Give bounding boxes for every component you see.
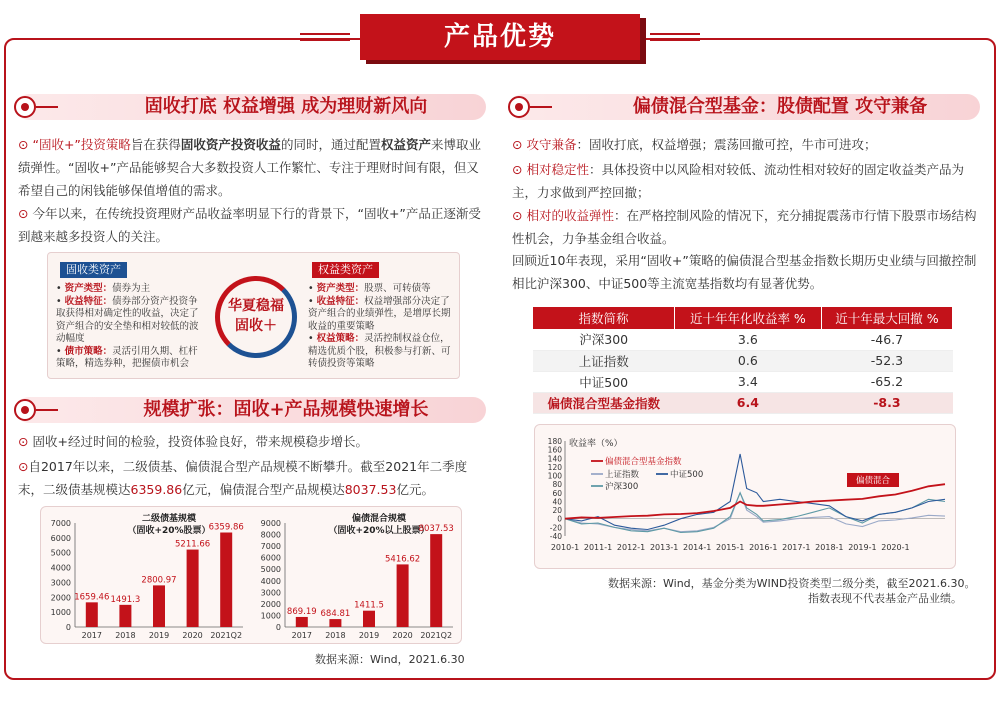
y-tick-label: 4000 <box>260 576 281 586</box>
paragraph-scale-2: ⊙自2017年以来，二级债基、偏债混合型产品规模不断攀升。截至2021年二季度末，二级债基规模达6359.86亿元，偏债混合型产品规模达8037.53亿元。 <box>18 459 468 497</box>
y-tick-label: 60 <box>552 488 562 498</box>
y-tick-label: 1000 <box>260 611 281 621</box>
y-tick-label: 3000 <box>50 578 71 588</box>
y-tick-label: -40 <box>549 532 562 541</box>
bar-value-label: 684.81 <box>320 609 351 620</box>
x-tick-label: 2017 <box>81 631 102 640</box>
y-tick-label: 8000 <box>260 530 281 540</box>
banner-right-decoration <box>650 33 700 41</box>
col-header-index: 指数简称 <box>533 307 674 329</box>
annotation-label: 偏债混合 <box>855 476 891 486</box>
circle-bullet-icon: ⊙ <box>512 137 523 152</box>
x-tick-label: 2020 <box>392 631 413 640</box>
x-tick-label: 2021Q2 <box>420 631 453 640</box>
banner-left-decoration <box>300 33 350 41</box>
section-bullet-icon <box>14 96 36 118</box>
bar-value-label: 5416.62 <box>385 554 421 565</box>
legend-label: 沪深300 <box>605 482 639 492</box>
x-tick-label: 2018 <box>325 631 346 640</box>
y-tick-label: 2000 <box>260 599 281 609</box>
bar-chart-mixed-bond <box>251 507 463 645</box>
section-header-scale <box>16 397 486 423</box>
bar-value-label: 6359.86 <box>208 522 244 533</box>
legend-label: 偏债混合型基金指数 <box>605 457 682 467</box>
chart-subtitle: （固收+20%以上股票） <box>328 526 430 536</box>
y-tick-label: 5000 <box>50 548 71 558</box>
bar <box>329 619 341 627</box>
y-tick-label: 7000 <box>50 519 71 528</box>
x-tick-label: 2019-1 <box>848 543 877 552</box>
y-tick-label: 4000 <box>50 563 71 573</box>
table-row: 沪深300 3.6 -46.7 <box>533 329 953 350</box>
circle-bullet-icon: ⊙ <box>18 459 29 474</box>
x-tick-label: 2012-1 <box>616 543 646 552</box>
page-title: 产品优势 <box>360 14 640 60</box>
y-tick-label: 0 <box>275 623 281 632</box>
chart-title: 二级债基规模 <box>141 514 197 524</box>
center-label: 华夏稳福 固收＋ <box>228 298 284 334</box>
circle-bullet-icon: ⊙ <box>512 208 523 223</box>
section-title: 规模扩张：固收+产品规模快速增长 <box>143 399 429 420</box>
section-title: 固收打底 权益增强 成为理财新风向 <box>144 96 428 117</box>
y-tick-label: 0 <box>557 514 562 524</box>
col-header-return: 近十年年化收益率 % <box>674 307 821 329</box>
y-tick-label: 100 <box>547 471 562 481</box>
chart-subtitle: （固收+20%股票） <box>127 526 211 536</box>
y-tick-label: 140 <box>547 454 562 464</box>
y-tick-label: 6000 <box>260 553 281 563</box>
section-title: 偏债混合型基金：股债配置 攻守兼备 <box>632 96 928 117</box>
bar <box>430 534 442 627</box>
y-tick-label: 120 <box>547 462 562 472</box>
bar-value-label: 869.19 <box>286 606 317 617</box>
bar <box>363 611 375 627</box>
y-tick-label: 5000 <box>260 565 281 575</box>
x-tick-label: 2017 <box>291 631 312 640</box>
section-bullet-icon <box>14 399 36 421</box>
section-header-mixed-bond <box>510 94 980 120</box>
bar-value-label: 5211.66 <box>175 539 211 550</box>
bar-value-label: 2800.97 <box>141 575 177 586</box>
index-performance-table <box>533 307 953 414</box>
index-line-chart-box <box>534 424 956 569</box>
bar-value-label: 8037.53 <box>418 524 454 535</box>
section-header-fixed-income <box>16 94 486 120</box>
x-tick-label: 2015-1 <box>716 543 745 552</box>
y-tick-label: 160 <box>547 445 562 455</box>
scale-chart-box <box>40 506 462 644</box>
bar <box>187 550 199 627</box>
x-tick-label: 2019 <box>148 631 170 640</box>
legend-label: 上证指数 <box>605 470 640 480</box>
bar-value-label: 1659.46 <box>74 592 110 603</box>
section-bullet-icon <box>508 96 530 118</box>
paragraph-scale-1: ⊙ 固收+经过时间的检验，投资体验良好，带来规模稳步增长。 <box>18 434 368 449</box>
bar <box>220 533 232 627</box>
y-tick-label: -20 <box>549 523 562 533</box>
circle-bullet-icon: ⊙ <box>18 434 29 449</box>
y-tick-label: 0 <box>65 623 71 632</box>
bar <box>153 585 165 627</box>
x-tick-label: 2017-1 <box>782 543 811 552</box>
right-data-source-2: 指数表现不代表基金产品业绩。 <box>808 592 962 605</box>
paragraph-trend: ⊙ 今年以来，在传统投资理财产品收益率明显下行的背景下，“固收+”产品正逐渐受到越来越多投资人的关注。 <box>18 206 481 244</box>
right-data-source-1: 数据来源：Wind，基金分类为WIND投资类型二级分类，截至2021.6.30。 <box>608 577 976 590</box>
y-tick-label: 9000 <box>260 519 281 528</box>
y-tick-label: 80 <box>552 480 562 490</box>
y-axis-label: 收益率（%） <box>569 439 623 449</box>
y-tick-label: 1000 <box>50 608 71 618</box>
y-tick-label: 7000 <box>260 542 281 552</box>
bar <box>86 602 98 627</box>
bar-value-label: 1491.3 <box>110 594 141 605</box>
x-tick-label: 2018 <box>115 631 136 640</box>
table-row: 上证指数 0.6 -52.3 <box>533 350 953 371</box>
x-tick-label: 2019 <box>358 631 380 640</box>
fixed-income-tag: 固收类资产 <box>60 262 127 278</box>
equity-tag: 权益类资产 <box>312 262 379 278</box>
index-line-chart <box>535 425 955 568</box>
bar <box>119 605 131 627</box>
bar-chart-secondary-bond <box>41 507 253 645</box>
fixed-income-list: • 资产类型：债券为主 • 收益特征：债券部分资产投资争取获得相对确定性的收益，决定了资产组合的安全垫和相对较低的波动幅度 • 债市策略：灵活引用久期、杠杆策略，精选券种，把握债市机会 <box>56 283 199 369</box>
col-header-drawdown: 近十年最大回撤 % <box>821 307 952 329</box>
circle-bullet-icon: ⊙ <box>18 206 29 221</box>
y-tick-label: 3000 <box>260 588 281 598</box>
y-tick-label: 40 <box>552 497 562 507</box>
bullet-attack-defense: ⊙ 攻守兼备：固收打底，权益增强；震荡回撤可控，牛市可进攻； <box>512 137 877 152</box>
x-tick-label: 2020-1 <box>881 543 910 552</box>
x-tick-label: 2020 <box>182 631 203 640</box>
left-data-source: 数据来源：Wind，2021.6.30 <box>315 653 465 666</box>
y-tick-label: 2000 <box>50 593 71 603</box>
circle-bullet-icon: ⊙ <box>512 162 523 177</box>
bullet-elasticity: ⊙ 相对的收益弹性：在严格控制风险的情况下，充分捕捉震荡市行情下股票市场结构性机会，力争基金组合收益。 <box>512 208 977 246</box>
bar <box>296 617 308 627</box>
bar-value-label: 1411.5 <box>354 600 384 611</box>
table-row: 中证500 3.4 -65.2 <box>533 371 953 392</box>
bullet-stability: ⊙ 相对稳定性：具体投资中以风险相对较低、流动性相对较好的固定收益类产品为主，力求做到严控回撤； <box>512 162 964 200</box>
x-tick-label: 2011-1 <box>583 543 613 552</box>
series-line <box>565 493 945 532</box>
x-tick-label: 2013-1 <box>649 543 679 552</box>
paragraph-review: 回顾近10年表现，采用“固收+”策略的偏债混合型基金指数长期历史业绩与回撤控制相比沪深300、中证500等主流宽基指数均有显著优势。 <box>512 253 977 291</box>
table-header-row <box>533 307 953 329</box>
chart-title: 偏债混合规模 <box>351 514 407 524</box>
bar <box>397 564 409 627</box>
y-tick-label: 6000 <box>50 533 71 543</box>
table-row-highlight: 偏债混合型基金指数 6.4 -8.3 <box>533 392 953 413</box>
paragraph-strategy: ⊙ “固收+”投资策略旨在获得固收资产投资收益的同时，通过配置权益资产来博取业绩弹性。“固收+”产品能够契合大多数投资人工作繁忙、专注于理财时间有限，但又希望自己的闲钱能够保值增值的需求。 <box>18 137 481 198</box>
x-tick-label: 2018-1 <box>815 543 844 552</box>
y-tick-label: 180 <box>547 437 562 446</box>
equity-list: • 资产类型：股票、可转债等 • 收益特征：权益增强部分决定了资产组合的业绩弹性，是增厚长期收益的重要策略 • 权益策略：灵活控制权益仓位，精选优质个股，积极参与打新、可转债投资等策略 <box>308 283 451 369</box>
y-tick-label: 20 <box>552 506 562 516</box>
circle-bullet-icon: ⊙ <box>18 137 29 152</box>
x-tick-label: 2016-1 <box>749 543 778 552</box>
x-tick-label: 2014-1 <box>683 543 712 552</box>
x-tick-label: 2021Q2 <box>210 631 243 640</box>
x-tick-label: 2010-1 <box>550 543 580 552</box>
legend-label: 中证500 <box>670 470 704 480</box>
